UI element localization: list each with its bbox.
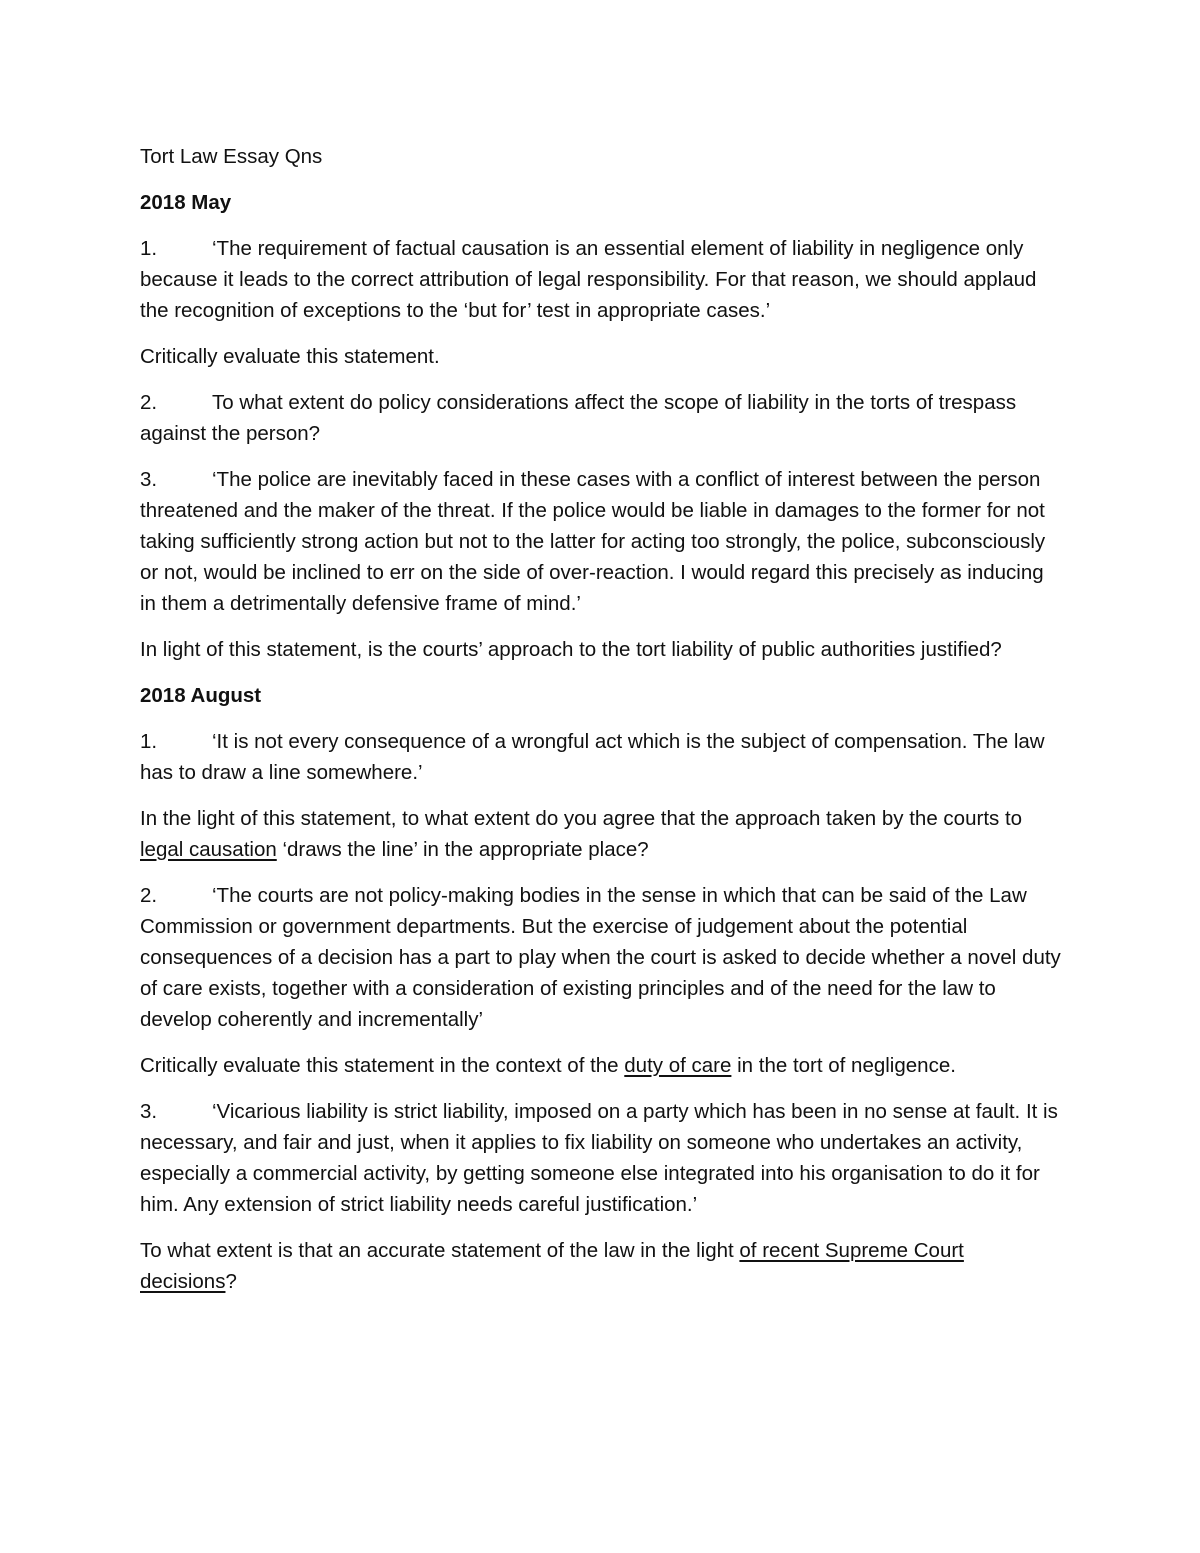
question-august-2 — [140, 880, 1065, 1035]
underlined-term-supreme-court: of recent Supreme Court decisions — [140, 1239, 964, 1293]
question-may-1 — [140, 233, 1065, 326]
question-may-2 — [140, 387, 1065, 449]
prompt-text: ? — [225, 1270, 237, 1293]
prompt-text: To what extent is that an accurate statement of the law in the light — [140, 1239, 740, 1262]
prompt-text: ‘draws the line’ in the appropriate place? — [276, 838, 649, 861]
question-august-1 — [140, 726, 1065, 788]
prompt-text: in the tort of negligence. — [731, 1054, 956, 1077]
question-may-3 — [140, 464, 1065, 619]
question-august-3 — [140, 1096, 1065, 1220]
question-quote: ‘It is not every consequence of a wrongful act which is the subject of compensation. The law has to draw a line somewhere.’ — [140, 730, 1045, 784]
question-prompt — [140, 1235, 1065, 1297]
underlined-term-legal-causation: legal causation — [140, 838, 277, 861]
question-text: To what extent do policy considerations affect the scope of liability in the torts of trespass against the person? — [140, 391, 1017, 445]
question-number: 2. — [140, 884, 158, 907]
question-number: 2. — [140, 391, 158, 414]
section-heading-may: 2018 May — [140, 191, 232, 214]
underlined-term-duty-of-care: duty of care — [624, 1054, 732, 1077]
document-page — [140, 141, 1065, 1312]
question-quote: ‘The police are inevitably faced in these cases with a conflict of interest between the person threatened and the maker of the threat. If the police would be liable in damages to the former for not taking sufficiently strong action but not to the latter for acting too strongly, the police, subconsciously or not, would be inclined to err on the side of over-reaction. I would regard this precisely as inducing in them a detrimentally defensive frame of mind.’ — [140, 468, 1046, 615]
section-heading-august: 2018 August — [140, 684, 262, 707]
question-number: 1. — [140, 730, 158, 753]
document-title: Tort Law Essay Qns — [140, 145, 323, 168]
question-prompt: Critically evaluate this statement. — [140, 345, 440, 368]
prompt-text: Critically evaluate this statement in the context of the — [140, 1054, 625, 1077]
question-prompt — [140, 1050, 1065, 1081]
prompt-text: In the light of this statement, to what extent do you agree that the approach taken by the courts to — [140, 807, 1023, 830]
question-quote: ‘The courts are not policy-making bodies in the sense in which that can be said of the Law Commission or government departments. But the exercise of judgement about the potential consequences of a decision has a part to play when the court is asked to decide whether a novel duty of care exists, together with a consideration of existing principles and of the need for the law to develop coherently and incrementally’ — [140, 884, 1061, 1031]
question-number: 3. — [140, 468, 158, 491]
question-quote: ‘The requirement of factual causation is an essential element of liability in negligence only because it leads to the correct attribution of legal responsibility. For that reason, we should applaud the recognition of exceptions to the ‘but for’ test in appropriate cases.’ — [140, 237, 1037, 322]
question-quote: ‘Vicarious liability is strict liability, imposed on a party which has been in no sense at fault. It is necessary, and fair and just, when it applies to fix liability on someone who undertakes an activity, especially a commercial activity, by getting someone else integrated into his organisation to do it for him. Any extension of strict liability needs careful justification.’ — [140, 1100, 1058, 1216]
question-number: 1. — [140, 237, 158, 260]
question-number: 3. — [140, 1100, 158, 1123]
question-prompt — [140, 803, 1065, 865]
question-prompt: In light of this statement, is the courts’ approach to the tort liability of public authorities justified? — [140, 638, 1002, 661]
